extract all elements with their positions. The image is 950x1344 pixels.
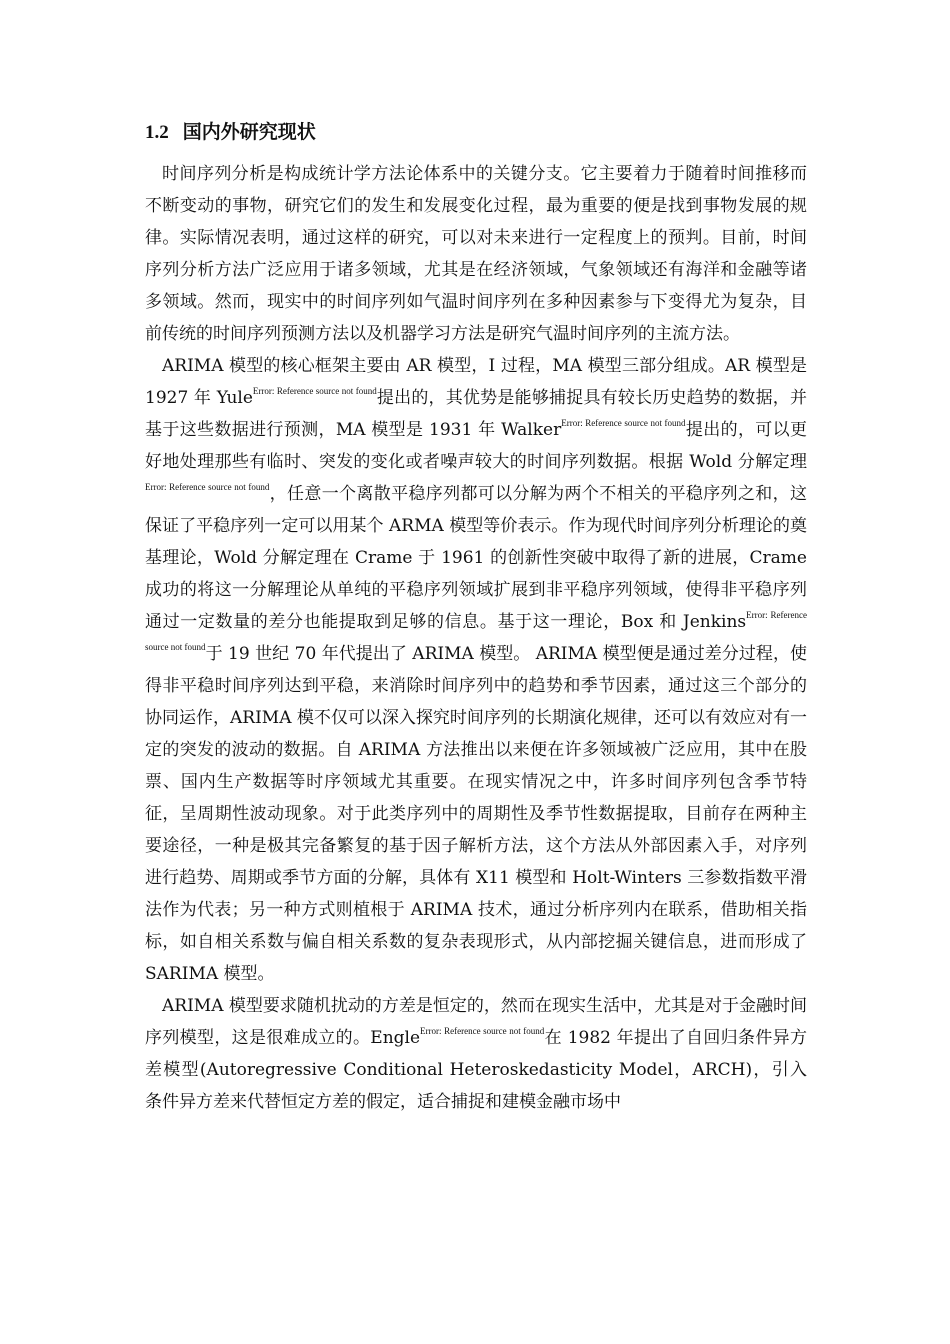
document-page (145, 116, 807, 1118)
paragraph-2-segment-3: 提出的，可以更好地处理那些有临时、突发的变化或者噪声较大的时间序列数据。根据 Wold 分解定理 (145, 420, 807, 472)
paragraph-2 (145, 350, 807, 990)
paragraph-3-segment-2: 在 1982 年提出了自回归条件异方差模型(Autoregressive Conditional Heteroskedasticity Model，ARCH)，引入条件异方差来代替恒定方差的假定，适合捕捉和建模金融市场中 (145, 1028, 807, 1112)
paragraph-3 (145, 990, 807, 1118)
section-number: 1.2 (145, 122, 169, 143)
paragraph-2-segment-4: ，任意一个离散平稳序列都可以分解为两个不相关的平稳序列之和，这保证了平稳序列一定可以用某个 ARMA 模型等价表示。作为现代时间序列分析理论的奠基理论，Wold 分解定理在 Crame 于 1961 的创新性突破中取得了新的进展，Crame 成功的将这一分解理论从单纯的平稳序列领域扩展到非平稳序列领域，使得非平稳序列通过一定数量的差分也能提取到足够的信息。基于这一理论，Box 和 Jenkins (145, 484, 807, 632)
citation-error-engle: Error: Reference source not found (420, 1026, 545, 1036)
paragraph-1-text: 时间序列分析是构成统计学方法论体系中的关键分支。它主要着力于随着时间推移而不断变动的事物，研究它们的发生和发展变化过程，最为重要的便是找到事物发展的规律。实际情况表明，通过这样的研究，可以对未来进行一定程度上的预判。目前，时间序列分析方法广泛应用于诸多领域，尤其是在经济领域，气象领域还有海洋和金融等诸多领域。然而，现实中的时间序列如气温时间序列在多种因素参与下变得尤为复杂，目前传统的时间序列预测方法以及机器学习方法是研究气温时间序列的主流方法。 (145, 164, 807, 344)
paragraph-2-segment-1: ARIMA 模型的核心框架主要由 AR 模型，I 过程，MA 模型三部分组成。AR 模型是 1927 年 Yule (145, 356, 807, 408)
citation-error-walker: Error: Reference source not found (561, 418, 686, 428)
citation-error-wold: Error: Reference source not found (145, 482, 270, 492)
section-title-text: 国内外研究现状 (182, 121, 316, 143)
citation-error-box-jenkins: Error: Reference source not found (145, 610, 807, 652)
paragraph-3-segment-1: ARIMA 模型要求随机扰动的方差是恒定的，然而在现实生活中，尤其是对于金融时间序列模型，这是很难成立的。Engle (145, 996, 807, 1048)
citation-error-yule: Error: Reference source not found (252, 386, 377, 396)
section-heading (145, 116, 807, 148)
paragraph-2-segment-2: 提出的，其优势是能够捕捉具有较长历史趋势的数据，并基于这些数据进行预测，MA 模型是 1931 年 Walker (145, 388, 807, 440)
paragraph-2-segment-5: 于 19 世纪 70 年代提出了 ARIMA 模型。 ARIMA 模型便是通过差分过程，使得非平稳时间序列达到平稳，来消除时间序列中的趋势和季节因素，通过这三个部分的协同运作，ARIMA 模不仅可以深入探究时间序列的长期演化规律，还可以有效应对有一定的突发的波动的数据。自 ARIMA 方法推出以来便在许多领域被广泛应用，其中在股票、国内生产数据等时序领域尤其重要。在现实情况之中，许多时间序列包含季节特征，呈周期性波动现象。对于此类序列中的周期性及季节性数据提取，目前存在两种主要途径，一种是极其完备繁复的基于因子解析方法，这个方法从外部因素入手，对序列进行趋势、周期或季节方面的分解，具体有 X11 模型和 Holt-Winters 三参数指数平滑法作为代表；另一种方式则植根于 ARIMA 技术，通过分析序列内在联系，借助相关指标，如自相关系数与偏自相关系数的复杂表现形式，从内部挖掘关键信息，进而形成了 SARIMA 模型。 (145, 644, 807, 984)
paragraph-1 (145, 158, 807, 350)
